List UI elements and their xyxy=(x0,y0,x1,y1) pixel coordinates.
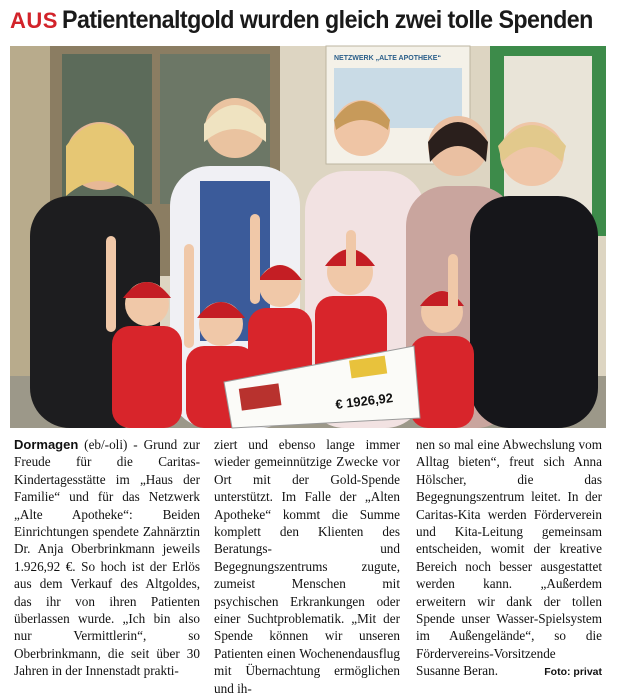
sign-text: NETZWERK „ALTE APOTHEKE“ xyxy=(334,55,441,62)
article-photo xyxy=(10,46,606,428)
column-1 xyxy=(14,436,200,680)
article-body xyxy=(14,436,604,696)
headline xyxy=(10,6,610,42)
headline-title: Patientenaltgold wurden gleich zwei tolle Spenden xyxy=(61,6,593,34)
group-photo-illustration xyxy=(10,46,606,428)
byline-author: (eb/-oli) xyxy=(78,437,128,452)
column-3 xyxy=(416,436,602,682)
kicker: AUS xyxy=(10,8,58,33)
byline-location: Dormagen xyxy=(14,437,79,452)
cheque-amount: € 1926,92 xyxy=(334,390,394,412)
column-2-text: ziert und ebenso lange immer wieder gemeinnützige Zwecke vor Ort mit der Gold-Spende unterstützt. Im Falle der „Alten Apotheke“ kommt die Summe komplett den Klienten des Beratungs- und Begegnungszentrums zugute, zumeist Menschen mit psychischen Erkrankungen oder einer Suchtproblematik. „Mit der Spende können wir unseren Patienten einen Wochenendausflug mit Übernachtung ermöglichen und ih- xyxy=(214,437,400,696)
column-1-text: - Grund zur Freude für die Caritas-Kindertagesstätte im „Haus der Familie“ und für das Netzwerk „Alte Apotheke“: Beiden Einrichtungen spendete Zahnärztin Dr. Anja Oberbrinkmann jeweils 1.926,92 €. So hoch ist der Erlös aus dem Verkauf des Altgoldes, das ihr von ihren Patienten überlassen wurde. „Ich bin also nur Vermittlerin“, so Oberbrinkmann, die seit über 30 Jahren in der Innenstadt prakti- xyxy=(14,437,200,679)
photo-credit: Foto: privat xyxy=(544,666,602,679)
column-2 xyxy=(214,436,400,697)
column-3-text: nen so mal eine Abwechslung vom Alltag bieten“, freut sich Anna Hölscher, die das Begegnungszentrum leitet. In der Caritas-Kita werden Förderverein und Kita-Leitung gemeinsam entscheiden, womit der kreative Bereich noch besser ausgestattet werden kann. „Außerdem erweitern wir dank der tollen Spende unser Wasser-Spielsystem im Außengelände“, so die Fördervereins-Vorsitzende Susanne Beran. xyxy=(416,437,602,679)
